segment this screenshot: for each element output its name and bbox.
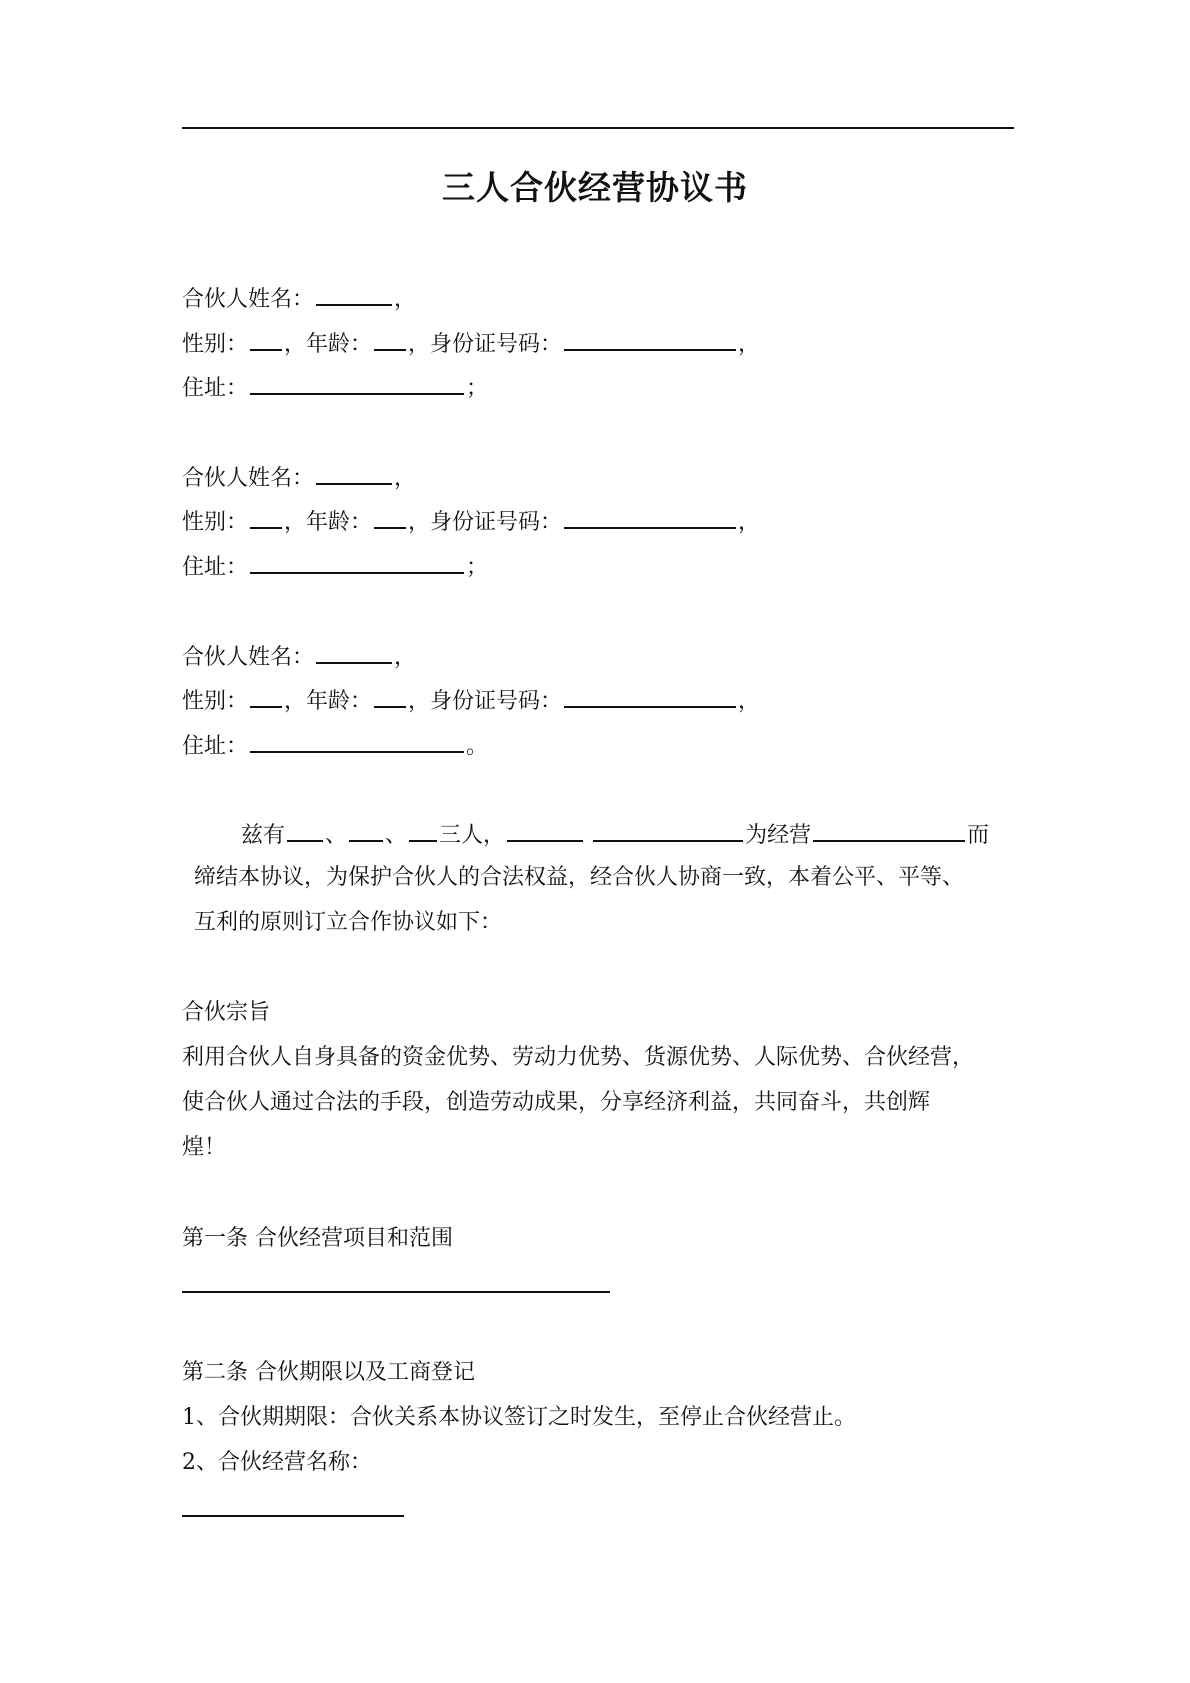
id-number-label: ，身份证号码： [408,510,563,535]
partner-3-address-line [182,729,488,762]
age-blank[interactable] [374,505,406,529]
gender-label: 性别： [182,689,249,714]
partner-name-blank[interactable] [316,282,392,306]
intro-text: 三人， [439,823,506,848]
gender-blank[interactable] [250,327,282,351]
gender-label: 性别： [182,332,249,357]
address-blank[interactable] [250,371,464,395]
business-blank[interactable] [813,818,965,842]
punctuation: ， [738,510,761,535]
address-label: 住址： [182,555,249,580]
age-label: ，年龄： [284,510,373,535]
punctuation: ， [394,287,417,312]
punctuation: ， [738,689,761,714]
article-2-item-2: 2、合伙经营名称： [182,1450,372,1475]
article-2-heading: 第二条 合伙期限以及工商登记 [182,1360,475,1385]
age-blank[interactable] [374,327,406,351]
purpose-line-2: 使合伙人通过合法的手段，创造劳动成果，分享经济利益，共同奋斗，共创辉 [182,1090,931,1115]
partner-blank[interactable] [287,818,323,842]
intro-blank[interactable] [593,818,743,842]
partner-2-name-line [182,461,416,494]
purpose-line-1: 利用合伙人自身具备的资金优势、劳动力优势、货源优势、人际优势、合伙经营， [182,1045,975,1070]
age-blank[interactable] [374,684,406,708]
punctuation: ， [394,466,417,491]
intro-line-3: 互利的原则订立合作协议如下： [194,910,503,935]
punctuation: ， [738,332,761,357]
age-label: ，年龄： [284,332,373,357]
partner-2-address-line [182,550,488,583]
id-number-blank[interactable] [564,505,736,529]
address-blank[interactable] [250,550,464,574]
partner-3-name-line [182,640,416,673]
punctuation: ， [394,645,417,670]
header-rule [182,127,1014,129]
punctuation: ； [466,376,489,401]
age-label: ，年龄： [284,689,373,714]
intro-text: 兹有 [241,823,286,848]
article-1-heading: 第一条 合伙经营项目和范围 [182,1226,453,1251]
id-number-label: ，身份证号码： [408,689,563,714]
punctuation: 。 [466,734,489,759]
business-name-blank[interactable] [182,1515,404,1517]
intro-line-1 [241,818,989,851]
intro-text: 为经营 [745,823,812,848]
partner-blank[interactable] [349,818,383,842]
address-label: 住址： [182,376,249,401]
purpose-line-3: 煌！ [182,1135,227,1160]
article-1-blank[interactable] [182,1291,610,1293]
partner-name-label: 合伙人姓名： [182,645,315,670]
address-label: 住址： [182,734,249,759]
partner-name-blank[interactable] [316,640,392,664]
document-title: 三人合伙经营协议书 [442,168,748,207]
purpose-heading: 合伙宗旨 [182,1000,271,1025]
intro-line-2: 缔结本协议，为保护合伙人的合法权益，经合伙人协商一致，本着公平、平等、 [194,865,965,890]
intro-separator: 、 [325,823,348,848]
gender-label: 性别： [182,510,249,535]
intro-text: 而 [967,823,990,848]
address-blank[interactable] [250,729,464,753]
partner-name-blank[interactable] [316,461,392,485]
partner-3-info-line [182,684,760,717]
id-number-blank[interactable] [564,684,736,708]
article-2-item-1: 1、合伙期期限：合伙关系本协议签订之时发生，至停止合伙经营止。 [182,1405,856,1430]
intro-blank[interactable] [507,818,583,842]
partner-2-info-line [182,505,760,538]
partner-name-label: 合伙人姓名： [182,287,315,312]
partner-1-info-line [182,327,760,360]
intro-separator: 、 [385,823,408,848]
partner-blank[interactable] [409,818,437,842]
partner-1-address-line [182,371,488,404]
partner-1-name-line [182,282,416,315]
gender-blank[interactable] [250,684,282,708]
gender-blank[interactable] [250,505,282,529]
id-number-blank[interactable] [564,327,736,351]
partner-name-label: 合伙人姓名： [182,466,315,491]
punctuation: ； [466,555,489,580]
id-number-label: ，身份证号码： [408,332,563,357]
